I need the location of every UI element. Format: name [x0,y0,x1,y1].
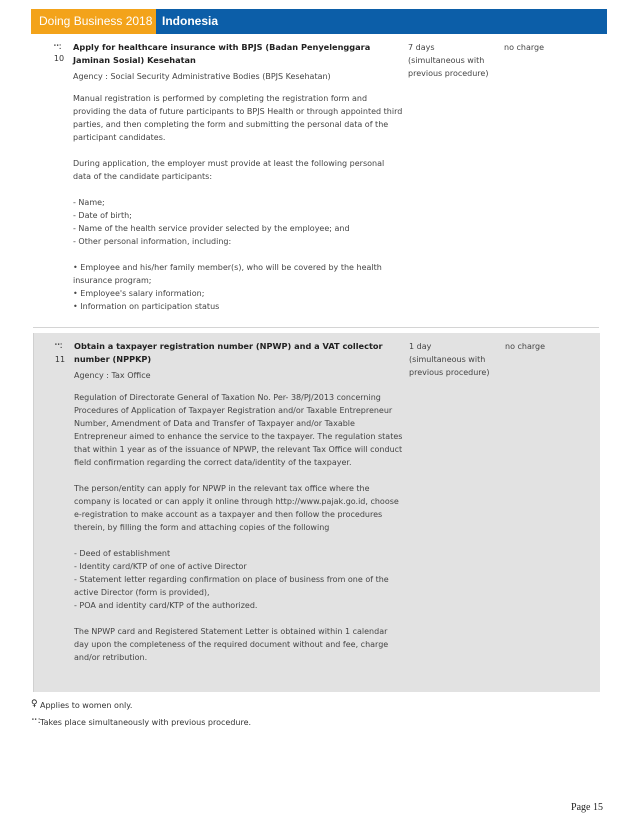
report-title: Doing Business 2018 [31,9,156,34]
procedure-details [74,340,404,664]
procedure-cost: no charge [505,342,546,351]
procedure-agency: Agency : Tax Office [74,371,151,380]
simultaneous-icon: ⠒: [54,341,62,351]
procedure-cost: no charge [504,43,545,52]
procedure-description: Regulation of Directorate General of Taxation No. Per- 38/PJ/2013 concerning Procedures of Application of Taxpayer Registration and/or Taxable Entrepreneur Number, Amendment of Data and Transfer of Taxpayer and/or Taxable Entrepreneur aimed to enhance the service to the taxpayer. The regulation states that within 1 year as of the issuance of NPWP, the relevant Tax Office will conduct field confirmation regarding the correct data/identity of the taxpayer. The person/entity can apply for NPWP in the relevant tax office where the company is located or can apply it online through http://www.pajak.go.id, choose e-registration to make account as a taxpayer and then follow the procedures therein, by filling the form and attaching copies of the following - Deed of establishment - Identity card/KTP of one of active Director - Statement letter regarding confirmation on place of business from one of the active Director (form is provided), - POA and identity card/KTP of the authorized. The NPWP card and Registered Statement Letter is obtained within 1 calendar day upon the completeness of the required document without and fee, charge and/or retribution. [74,393,403,662]
simultaneous-icon: ⠒: [53,42,61,52]
procedure-title: Obtain a taxpayer registration number (NPWP) and a VAT collector number (NPPKP) [74,341,383,364]
procedure-number: 11 [54,355,66,364]
footnote-women: Applies to women only. [40,701,133,710]
footnote-simultaneous: Takes place simultaneously with previous procedure. [40,718,252,727]
page-number: Page 15 [571,802,603,813]
procedure-details [73,41,403,313]
country-name: Indonesia [162,14,219,28]
report-header [31,9,607,34]
procedure-agency: Agency : Social Security Administrative Bodies (BPJS Kesehatan) [73,72,331,81]
procedure-description: Manual registration is performed by completing the registration form and providing the data of future participants to BPJS Health or through appointed third parties, and then completing the form and submitting the personal data of the participant candidates. During application, the employer must provide at least the following personal data of the candidate participants: - Name; - Date of birth; - Name of the health service provider selected by the employee; and - Other personal information, including: • Employee and his/her family member(s), who will be covered by the health insurance program; • Employee's salary information; • Information on participation status [73,94,403,311]
female-icon: ♀ [31,699,38,709]
procedure-time: 7 days (simultaneous with previous procedure) [408,43,489,78]
row-divider [33,327,599,328]
procedure-row [33,36,599,324]
procedure-row [33,333,600,692]
procedure-time: 1 day (simultaneous with previous procedure) [409,342,490,377]
simultaneous-icon: ⠒: [31,716,41,726]
procedure-title: Apply for healthcare insurance with BPJS (Badan Penyelenggara Jaminan Sosial) Kesehatan [73,42,371,65]
procedure-number: 10 [53,54,65,63]
